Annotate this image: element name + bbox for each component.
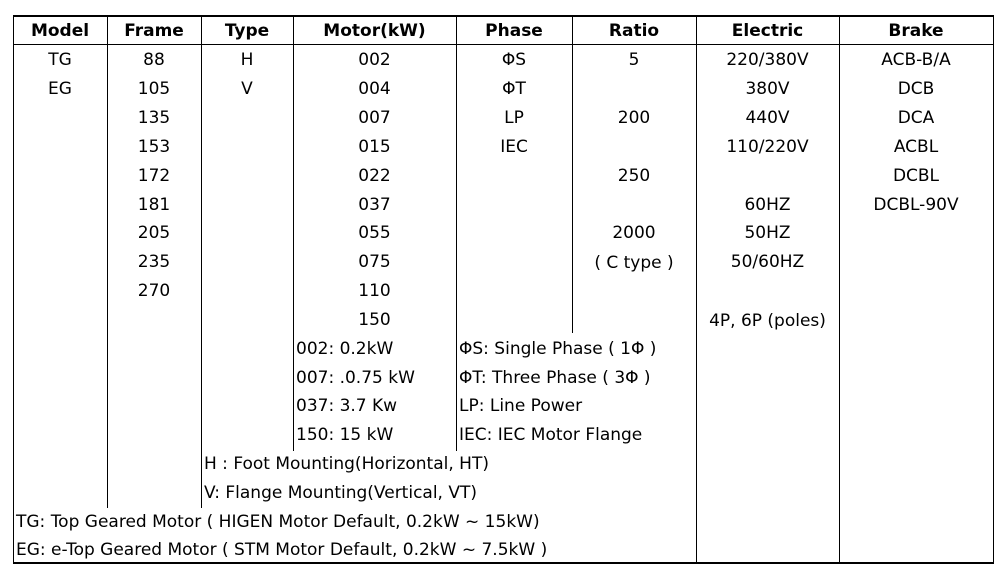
brake-cell: ACBL [893,137,939,157]
motor-cell: 110 [358,281,391,301]
frame-cell: 88 [143,50,165,70]
model-note: EG: e-Top Geared Motor ( STM Motor Default, 0.2kW ~ 7.5kW ) [16,540,548,560]
header-ratio: Ratio [608,21,660,41]
electric-cell: 50HZ [744,223,791,243]
electric-cell: 60HZ [744,195,791,215]
brake-cell: DCBL-90V [873,195,959,215]
electric-cell: 380V [745,79,790,99]
frame-cell: 135 [137,108,171,128]
motor-note: 037: 3.7 Kw [296,396,398,416]
frame-cell: 105 [137,79,171,99]
phase-note: ΦS: Single Phase ( 1Φ ) [459,339,657,359]
motor-cell: 022 [358,166,391,186]
motor-cell: 150 [358,310,391,330]
phase-cell: IEC [500,137,528,157]
motor-note: 002: 0.2kW [296,339,394,359]
electric-cell: 440V [745,108,790,128]
frame-cell: 153 [137,137,171,157]
frame-cell: 172 [137,166,171,186]
header-electric: Electric [731,21,804,41]
brake-cell: DCA [897,108,935,128]
motor-cell: 075 [358,252,391,272]
table-right-border [993,15,994,564]
header-type: Type [224,21,270,41]
header-brake: Brake [888,21,944,41]
table-bottom-border [13,562,994,564]
model-note: TG: Top Geared Motor ( HIGEN Motor Default, 0.2kW ~ 15kW) [16,512,540,532]
header-model: Model [30,21,90,41]
electric-cell: 110/220V [726,137,809,157]
phase-note: LP: Line Power [459,396,583,416]
frame-cell: 270 [137,281,171,301]
ratio-cell: ( C type ) [594,253,674,273]
brake-cell: DCB [897,79,935,99]
model-cell: TG [48,50,72,70]
motor-note: 150: 15 kW [296,425,394,445]
phase-note: IEC: IEC Motor Flange [459,425,643,445]
motor-cell: 037 [358,195,391,215]
motor-cell: 055 [358,223,391,243]
phase-cell: ΦT [502,79,526,99]
phase-note: ΦT: Three Phase ( 3Φ ) [459,368,651,388]
electric-cell: 50/60HZ [730,252,805,272]
motor-cell: 007 [358,108,391,128]
phase-cell: ΦS [501,50,527,70]
frame-cell: 181 [137,195,171,215]
brake-cell: DCBL [892,166,940,186]
header-separator [13,44,994,45]
header-phase: Phase [485,21,543,41]
type-note: V: Flange Mounting(Vertical, VT) [204,483,478,503]
frame-cell: 235 [137,252,171,272]
type-cell: H [240,50,254,70]
electric-cell: 220/380V [726,50,809,70]
type-note: H : Foot Mounting(Horizontal, HT) [204,454,489,474]
ratio-cell: 5 [628,50,640,70]
ratio-cell: 250 [617,166,651,186]
ratio-cell: 2000 [612,223,656,243]
header-motor: Motor(kW) [323,21,426,41]
frame-cell: 205 [137,223,171,243]
motor-cell: 004 [358,79,391,99]
table-top-border [13,15,994,17]
brake-cell: ACB-B/A [881,50,951,70]
ratio-cell: 200 [617,108,651,128]
phase-cell: LP [504,108,524,128]
motor-cell: 015 [358,137,391,157]
model-cell: EG [48,79,72,99]
electric-cell: 4P, 6P (poles) [709,311,826,331]
header-frame: Frame [124,21,184,41]
type-cell: V [241,79,253,99]
motor-cell: 002 [358,50,391,70]
motor-note: 007: .0.75 kW [296,368,415,388]
